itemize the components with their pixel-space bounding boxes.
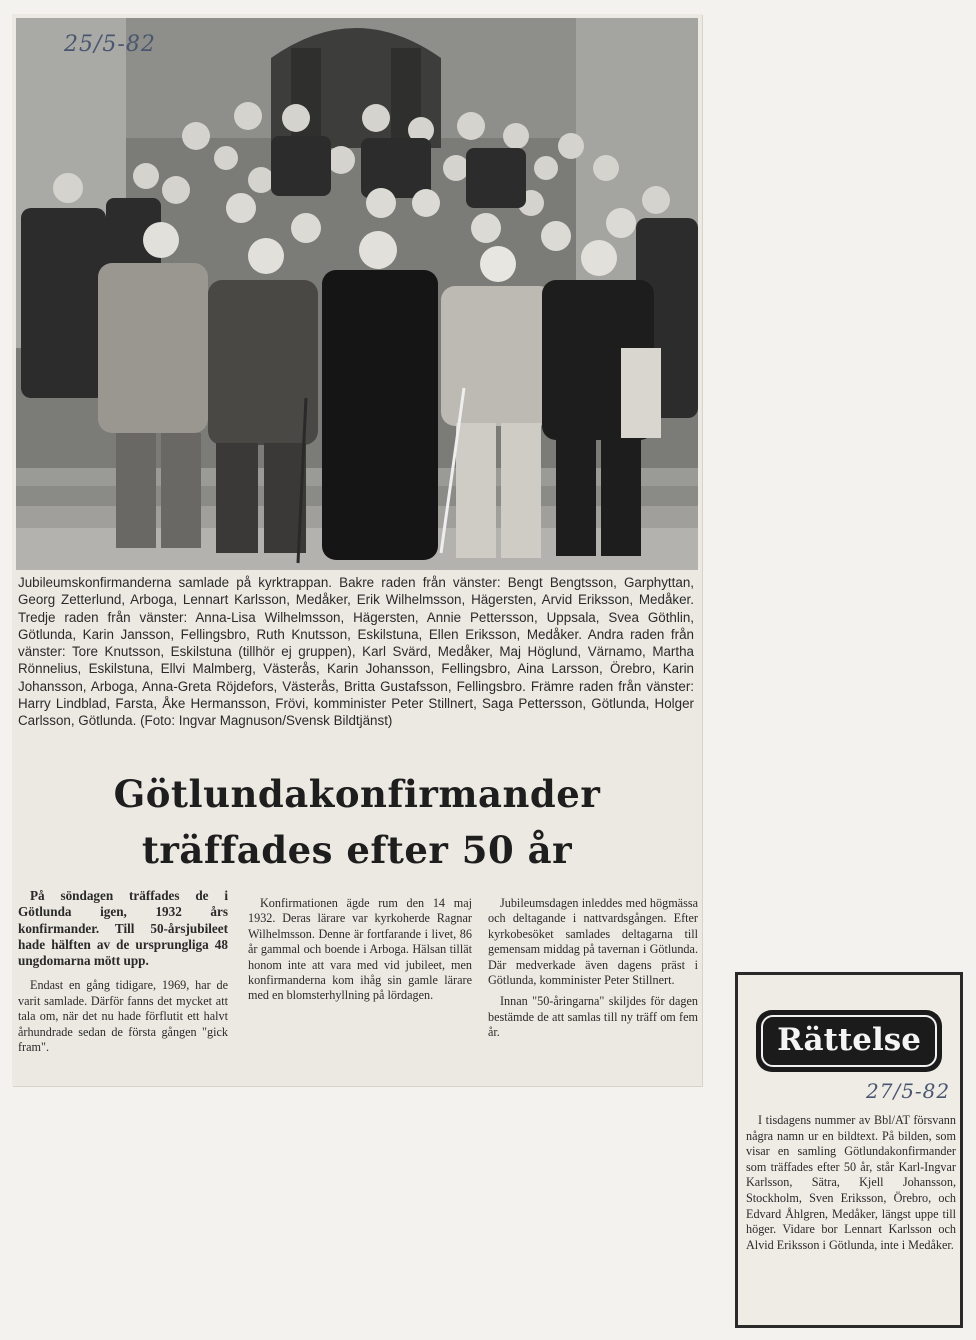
article-paragraph: Jubileumsdagen inleddes med högmässa och deltagande i nattvardsgången. Efter kyrkobesöket samlades deltagarna till gemensam middag på tavernan i Götlunda. Där medverkade även dagens präst i Götlunda, komminister Peter Stillnert. [488,896,698,988]
correction-banner-title: Rättelse [761,1015,937,1067]
article-column-3 [488,896,698,1047]
article-paragraph: Innan "50-åringarna" skiljdes för dagen bestämde de att samlas till ny träff om fem år. [488,994,698,1040]
article-column-1 [18,888,228,1062]
photo-caption: Jubileumskonfirmanderna samlade på kyrktrappan. Bakre raden från vänster: Bengt Bengtsson, Garphyttan, Georg Zetterlund, Arboga, Lennart Karlsson, Medåker, Erik Wilhelmsson, Hägersten, Arvid Eriksson, Medåker. Tredje raden från vänster: Anna-Lisa Wilhelmsson, Hägersten, Annie Pettersson, Uppsala, Svea Göthlin, Götlunda, Karin Jansson, Fellingsbro, Ruth Knutsson, Eskilstuna, Ellen Eriksson, Medåker. Andra raden från vänster: Tore Knutsson, Eskilstuna (tillhör ej gruppen), Karl Svärd, Medåker, Maj Höglund, Värnamo, Martha Rönnelius, Eskilstuna, Ellvi Malmberg, Västerås, Karin Johansson, Fellingsbro, Aina Larsson, Örebro, Karin Johansson, Arboga, Anna-Greta Röjdefors, Västerås, Britta Gustafsson, Fellingsbro. Främre raden från vänster: Harry Lindblad, Farsta, Åke Hermansson, Frövi, komminister Peter Stillnert, Saga Pettersson, Götlunda, Holger Carlsson, Götlunda. (Foto: Ingvar Magnuson/Svensk Bildtjänst) [18,575,694,729]
handwritten-date-correction: 27/5-82 [866,1079,951,1103]
article-column-2 [248,896,472,1010]
group-photo [16,18,698,570]
correction-banner [756,1010,942,1072]
headline-line-2: träffades efter 50 år [141,828,573,872]
correction-paragraph: I tisdagens nummer av Bbl/AT försvann några namn ur en bildtext. På bilden, som visar en samling Götlundakonfirmander som träffades efter 50 år, står Karl-Ingvar Karlsson, Sätra, Kjell Johansson, Stockholm, Sven Eriksson, Örebro, och Edvard Åhlgren, Medåker, längst uppe till höger. Vidare bor Lennart Karlsson och Alvid Eriksson i Götlunda, inte i Medåker. [746,1113,956,1252]
newspaper-clipping-main [12,14,702,1086]
newspaper-clipping-correction [735,972,963,1328]
article-paragraph: Konfirmationen ägde rum den 14 maj 1932. Deras lärare var kyrkoherde Ragnar Wilhelmsson. Denne är fortfarande i livet, 86 år gammal och boende i Arboga. Hälsan tillät honom inte att vara med vid jubileet, men konfirmanderna kom ihåg sin gamle lärare med en blomsterhyllning på lördagen. [248,896,472,1003]
headline-line-1: Götlundakonfirmander [113,772,601,816]
correction-text [746,1113,956,1253]
article-lead: På söndagen träffades de i Götlunda igen, 1932 års konfirmander. Till 50-årsjubileet hade hälften av de ursprungliga 48 ungdomarna mött upp. [18,888,228,969]
handwritten-date: 25/5-82 [64,32,156,57]
article-paragraph: Endast en gång tidigare, 1969, har de varit samlade. Därför fanns det mycket att tala om, när det nu hade förflutit ett halvt århundrade sedan de första gången "gick fram". [18,978,228,1055]
group-photo-illustration [16,18,698,570]
